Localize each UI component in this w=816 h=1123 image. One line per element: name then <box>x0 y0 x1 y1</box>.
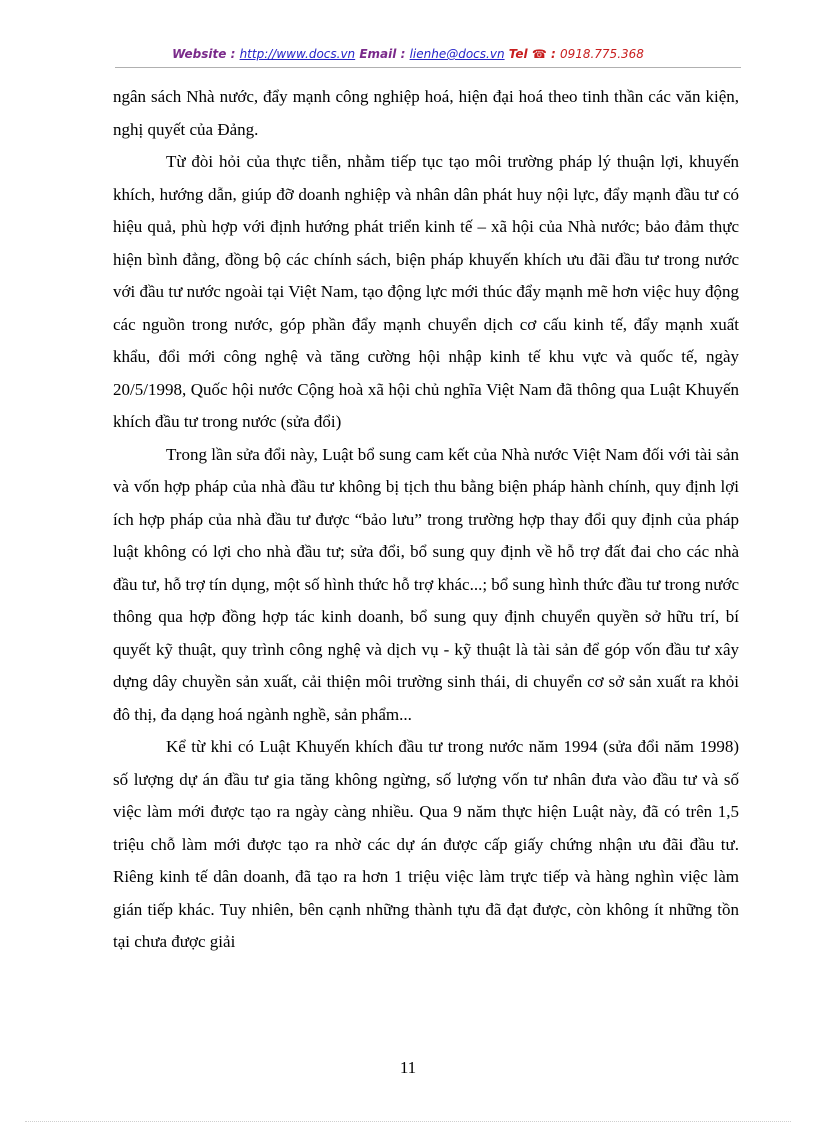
page-number: 11 <box>399 1058 417 1077</box>
email-separator: : <box>400 47 406 61</box>
paragraph-3: Trong lần sửa đổi này, Luật bổ sung cam kết của Nhà nước Việt Nam đối với tài sản và vốn hợp pháp của nhà đầu tư không bị tịch thu bằng biện pháp hành chính, quy định lợi ích hợp pháp của nhà đầu tư được “bảo lưu” trong trường hợp thay đổi quy định của pháp luật không có lợi cho nhà đầu tư; sửa đổi, bổ sung quy định về hỗ trợ đất đai cho các nhà đầu tư, hỗ trợ tín dụng, một số hình thức hỗ trợ khác...; bổ sung hình thức đầu tư trong nước thông qua hợp đồng hợp tác kinh doanh, bổ sung quy định chuyển quyền sở hữu trí, bí quyết kỹ thuật, quy trình công nghệ và dịch vụ - kỹ thuật là tài sản để góp vốn đầu tư xây dựng dây chuyền sản xuất, cải thiện môi trường sinh thái, di chuyển cơ sở sản xuất ra khỏi đô thị, đa dạng hoá ngành nghề, sản phẩm... <box>113 444 739 724</box>
tel-label: Tel ☎ : <box>508 47 556 61</box>
footer-divider <box>25 1121 791 1122</box>
website-link[interactable]: http://www.docs.vn <box>239 47 356 61</box>
document-body <box>113 81 739 959</box>
paragraph-2: Từ đòi hỏi của thực tiễn, nhằm tiếp tục tạo môi trường pháp lý thuận lợi, khuyến khích, hướng dẫn, giúp đỡ doanh nghiệp và nhân dân phát huy nội lực, đẩy mạnh đầu tư có hiệu quả, phù hợp với định hướng phát triển kinh tế – xã hội của Nhà nước; bảo đảm thực hiện bình đẳng, đồng bộ các chính sách, biện pháp khuyến khích ưu đãi đầu tư trong nước với đầu tư nước ngoài tại Việt Nam, tạo động lực mới thúc đẩy mạnh mẽ hơn việc huy động các nguồn trong nước, góp phần đẩy mạnh chuyển dịch cơ cấu kinh tế, đẩy mạnh xuất khẩu, đổi mới công nghệ và tăng cường hội nhập kinh tế khu vực và quốc tế, ngày 20/5/1998, Quốc hội nước Cộng hoà xã hội chủ nghĩa Việt Nam đã thông qua Luật Khuyến khích đầu tư trong nước (sửa đổi) <box>113 152 739 431</box>
website-label: Website : <box>172 47 236 61</box>
page-header <box>0 47 816 61</box>
tel-number: 0918.775.368 <box>559 47 644 61</box>
email-label: Email <box>359 47 397 61</box>
paragraph-4: Kể từ khi có Luật Khuyến khích đầu tư trong nước năm 1994 (sửa đổi năm 1998) số lượng dự án đầu tư gia tăng không ngừng, số lượng vốn tư nhân đưa vào đầu tư và số việc làm mới được tạo ra ngày càng nhiều. Qua 9 năm thực hiện Luật này, đã có trên 1,5 triệu chỗ làm mới được tạo ra nhờ các dự án được cấp giấy chứng nhận ưu đãi đầu tư. Riêng kinh tế dân doanh, đã tạo ra hơn 1 triệu việc làm trực tiếp và hàng nghìn việc làm gián tiếp khác. Tuy nhiên, bên cạnh những thành tựu đã đạt được, còn không ít những tồn tại chưa được giải <box>113 737 739 951</box>
email-link[interactable]: lienhe@docs.vn <box>409 47 505 61</box>
header-divider <box>115 67 741 68</box>
paragraph-1: ngân sách Nhà nước, đẩy mạnh công nghiệp hoá, hiện đại hoá theo tinh thần các văn kiện, nghị quyết của Đảng. <box>113 87 739 139</box>
